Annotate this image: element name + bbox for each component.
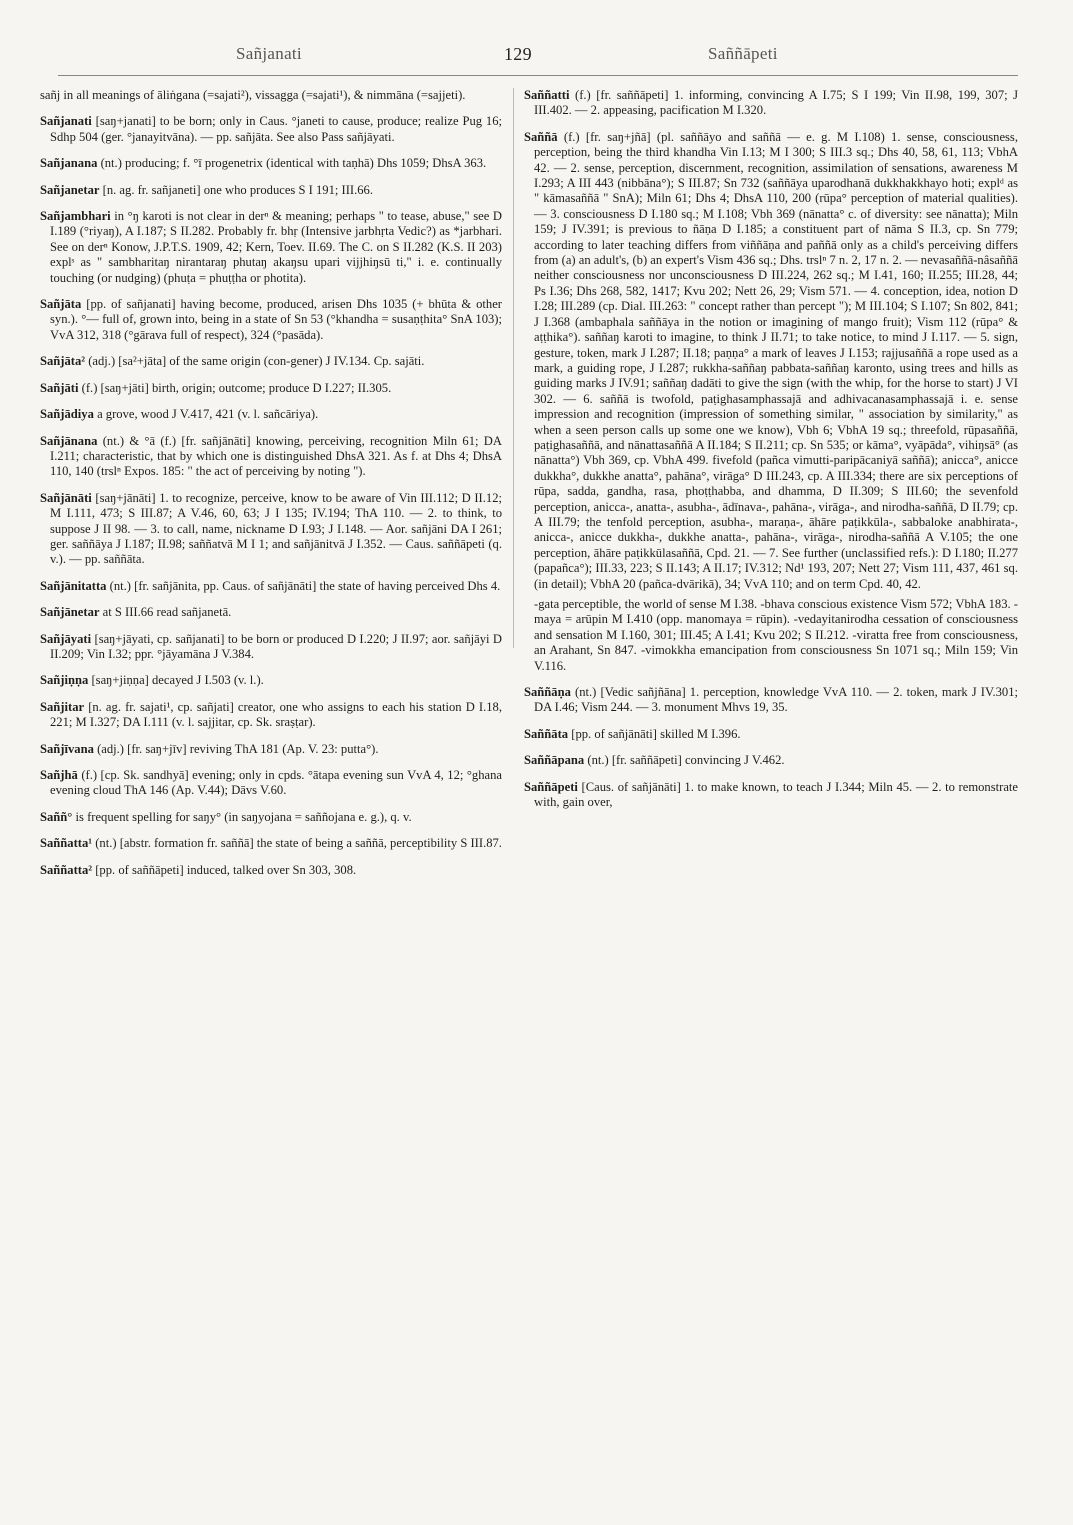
entry-definition: (f.) [fr. saññāpeti] 1. informing, convincing A I.75; S I 199; Vin II.98, 199, 307; J III.402. — 2. appeasing, pacification M I.320. <box>534 88 1018 118</box>
entry-definition: a grove, wood J V.417, 421 (v. l. sañcāriya). <box>97 407 319 422</box>
dictionary-entry <box>40 114 502 145</box>
entry-definition: [saŋ+janati] to be born; only in Caus. °janeti to cause, produce; realize Pug 16; Sdhp 504 (ger. °janayitvāna). — pp. sañjāta. See also Pass sañjāyati. <box>50 114 502 144</box>
entry-definition: (nt.) & °ā (f.) [fr. sañjānāti] knowing, perceiving, recognition Miln 61; DA I.211; characteristic, that by which one is distinguished DhsA 321. As f. at Dhs 4; DhsA 110, 140 (trslⁿ Expos. 185: " the act of perceiving by noting "). <box>50 433 502 479</box>
running-head-right: Saññāpeti <box>708 44 778 63</box>
entry-definition: (adj.) [fr. saŋ+jīv] reviving ThA 181 (Ap. V. 23: putta°). <box>97 741 379 756</box>
left-column <box>40 88 502 889</box>
entry-headword: Sañjānitatta <box>40 578 107 593</box>
entry-headword: Sañjānāti <box>40 490 92 505</box>
dictionary-entry <box>40 156 502 171</box>
dictionary-entry <box>524 130 1018 592</box>
entry-headword: Sañjāta <box>40 297 82 312</box>
entry-headword: Sañjanetar <box>40 182 100 197</box>
header-rule <box>58 75 1018 76</box>
entry-definition: [n. ag. fr. sajati¹, cp. sañjati] creator, one who assigns to each his station D I.18, 221; M I.327; DA I.111 (v. l. sajjitar, cp. Sk. sraṣṭar). <box>50 699 502 730</box>
dictionary-entry <box>40 768 502 799</box>
dictionary-entry <box>40 810 502 825</box>
entry-headword: Sañjādiya <box>40 407 94 422</box>
dictionary-entry <box>524 597 1018 674</box>
entry-definition: at S III.66 read sañjanetā. <box>102 605 232 620</box>
dictionary-entry <box>40 183 502 198</box>
entry-headword: Sañjambhari <box>40 209 111 224</box>
entry-definition: (nt.) [Vedic sañjñāna] 1. perception, knowledge VvA 110. — 2. token, mark J IV.301; DA I.46; Vism 244. — 3. monument Mhvs 19, 35. <box>534 685 1018 715</box>
entry-definition: (nt.) producing; f. °ī progenetrix (identical with taṇhā) Dhs 1059; DhsA 363. <box>100 156 487 171</box>
dictionary-entry <box>40 88 502 103</box>
entry-headword: Saññāta <box>524 726 569 741</box>
dictionary-entry <box>524 88 1018 119</box>
entry-definition: [saŋ+jāyati, cp. sañjanati] to be born or produced D I.220; J II.97; aor. sañjāyi D II.209; Vin I.32; ppr. °jāyamāna J V.384. <box>50 631 502 661</box>
entry-headword: Sañjiṇṇa <box>40 673 89 688</box>
column-divider <box>513 88 514 648</box>
entry-headword: Sañjhā <box>40 768 78 782</box>
entry-headword: Sañjāyati <box>40 631 92 646</box>
entry-definition: (nt.) [fr. saññāpeti] convincing J V.462. <box>587 753 785 768</box>
dictionary-entry <box>40 407 502 422</box>
dictionary-entry <box>40 673 502 688</box>
entry-definition: [pp. of sañjanati] having become, produced, arisen Dhs 1035 (+ bhūta & other syn.). °— full of, grown into, being in a state of Sn 53 (°khandha = susaṇṭhita° SnA 103); VvA 312, 318 (°gārava full of respect), 324 (°pasāda). <box>50 297 502 342</box>
entry-definition: (adj.) [sa²+jāta] of the same origin (con-gener) J IV.134. Cp. sajāti. <box>88 354 425 369</box>
page-body <box>40 88 1030 1508</box>
dictionary-entry <box>40 836 502 851</box>
dictionary-entry <box>40 354 502 369</box>
entry-definition: (f.) [fr. saŋ+jñā] (pl. saññāyo and saññā — e. g. M I.108) 1. sense, consciousness, perception, being the third khandha Vin I.13; M I 300; S III.3 sq.; Dhs 40, 58, 61, 113; VbhA 42. — 2. sense, perception, discernment, recognition, assimilation of sensations, awareness M I.293; A III 443 (nibbāna°); S III.87; Sn 732 (saññāya uparodhanā dukkhakkhayo hoti; explᵈ as " kāmasaññā " SnA); Miln 61; Dhs 4; DhsA 110, 200 (rūpa° perception of material qualities). — 3. consciousness D I.180 sq.; M I.108; Vbh 369 (nānatta° c. of diversity: see nānatta); Miln 159; J IV.391; is previous to ñāṇa D I.185; a constituent part of nāma S II.3, cp. Sn 779; according to later teaching differs from viññāṇa and paññā only as a child's perceiving differs from (a) an adult's, (b) an expert's Vism 436 sq.; Dhs. trslⁿ 7 n. 2, 17 n. 2. — nevasaññā-nâsaññā neither consciousness nor unconsciousness D III.224, 262 sq.; M I.41, 160; II.255; III.28, 44; Ps I.36; Dhs 268, 582, 1417; Kvu 202; Nett 26, 29; Vism 571. — 4. conception, idea, notion D I.28; III.289 (cp. Dial. III.263: " concept rather than percept "); M III.104; S I.107; Sn 802, 841; J I.368 (ambaphala saññāya in the notion or imagining of mango fruit); Vism 112 (rūpa° & aṭṭhika°). saññaŋ karoti to imagine, to think J II.71; to take notice, to mind J I.117. — 5. sign, gesture, token, mark J I.287; II.18; paṇṇa° a mark of leaves J I.153; rajjusaññā a rope used as a mark, a guiding rope, J I.287; rukkha-saññaŋ pabbata-saññaŋ karonto, using trees and hills as guiding marks J IV.91; saññaŋ dadāti to give the sign (with the whip, for the horse to start) J VI 302. — 6. saññā is twofold, paṭighasamphassajā and adhivacanasamphassajā i. e. sense impression and recognition (impression of something similar, " association by similarity," as when a seen person calls up some one we know), Vbh 6; VbhA 19 sq.; threefold, rūpasaññā, paṭighasaññā, and nānattasaññā A II.184; S II.211; cp. Sn 535; or kāma°, vyāpāda°, vihiŋsā° (as nānatta°) Vbh 369, cp. VbhA 499. fivefold (pañca vimutti-paripācaniyā saññā); anicca°, anicce dukkha°, dukkhe anatta°, pahāna°, virāga° D III.243, cp. A III.334; there are six perceptions of rūpa, sadda, gandha, rasa, phoṭṭhabba, and dhamma, D II.309; S III.60; the sevenfold perception, anicca-, anatta-, asubha-, ādīnava-, pahāna-, virāga-, and nirodha-saññā, D II.79; cp. A III.79; the tenfold perception, asubha-, maraṇa-, āhāre paṭikkūla-, sabbaloke anabhirata-, anicca-, anicce dukkha-, dukkhe anatta-, pahāna-, virāga-, nirodha-saññā A V.105; the one perception, āhāre paṭikkūlasaññā, Cpd. 21. — 7. See further (unclassified refs.): D I.180; II.277 (papañca°); III.33, 223; S II.143; A II.17; IV.312; Nd¹ 193, 207; Nett 27; Vism 111, 437, 461 sq. (in detail); VbhA 20 (pañca-dvārikā), 34; VvA 110; and on term Cpd. 40, 42. <box>534 129 1018 591</box>
entry-definition: -gata perceptible, the world of sense M I.38. -bhava conscious existence Vism 572; VbhA 183. -maya = arūpin M I.410 (opp. manomaya = rūpin). -vedayitanirodha cessation of consciousness and sensation M I.160, 301; III.45; A I.41; Kvu 202; S II.212. -viratta free from consciousness, an Arahant, Sn 847. -vimokkha emancipation from consciousness Sn 1071 sq.; Miln 159; Vin V.116. <box>534 597 1018 673</box>
entry-headword: Saññāṇa <box>524 685 571 700</box>
entry-definition: [saŋ+jānāti] 1. to recognize, perceive, know to be aware of Vin III.112; D II.12; M I.111, 473; S III.87; A V.46, 60, 63; J I 135; IV.194; ThA 110. — 2. to think, to suppose J II 98. — 3. to call, name, nickname D I.93; J I.148. — Aor. sañjāni DA I 261; ger. saññāya J I.187; II.98; saññatvā M I 1; and sañjānitvā J I.352. — Caus. saññāpeti (q. v.). — pp. saññāta. <box>50 490 502 567</box>
page-number: 129 <box>504 44 532 64</box>
entry-headword: Saññāpana <box>524 753 585 768</box>
dictionary-entry <box>40 700 502 731</box>
entry-definition: in °ŋ karoti is not clear in derⁿ & meaning; perhaps " to tease, abuse," see D I.189 (°riyaŋ), A I.187; S II.282. Probably fr. bhṛ (Intensive jarbhṛta Vedic?) as *jarbhari. See on derⁿ Konow, J.P.T.S. 1909, 42; Kern, Toev. II.69. The C. on S II.282 (K.S. II 203) explˢ as " sambharitaŋ nirantaraŋ phutaŋ akaŋsu upari vijjhiŋsū ti," i. e. continually touching (or nudging) (phuṭa = phuṭṭha or photita). <box>50 209 502 285</box>
entry-headword: Sañjānetar <box>40 605 100 620</box>
entry-definition: [Caus. of sañjānāti] 1. to make known, to teach J I.344; Miln 45. — 2. to remonstrate with, gain over, <box>534 779 1018 810</box>
dictionary-entry <box>40 434 502 480</box>
entry-headword: Saññāpeti <box>524 779 578 794</box>
entry-headword: Sañjāti <box>40 380 79 395</box>
dictionary-entry <box>40 297 502 343</box>
dictionary-entry <box>40 579 502 594</box>
dictionary-entry <box>40 605 502 620</box>
entry-headword: Sañjānana <box>40 433 98 448</box>
entry-definition: [pp. of sañjānāti] skilled M I.396. <box>571 726 741 741</box>
dictionary-entry <box>40 491 502 568</box>
dictionary-entry <box>40 742 502 757</box>
entry-headword: Sañjitar <box>40 699 85 714</box>
entry-headword: Saññ° <box>40 809 73 824</box>
dictionary-entry <box>40 632 502 663</box>
dictionary-entry <box>524 685 1018 716</box>
running-head <box>60 44 1023 68</box>
entry-definition: [saŋ+jiṇṇa] decayed J I.503 (v. l.). <box>91 673 264 688</box>
entry-headword: Saññā <box>524 129 558 144</box>
dictionary-entry <box>524 780 1018 811</box>
entry-definition: is frequent spelling for saŋy° (in saŋyojana = saññojana e. g.), q. v. <box>75 809 412 824</box>
entry-headword: Sañjāta² <box>40 354 86 369</box>
dictionary-entry <box>524 727 1018 742</box>
entry-headword: Sañjanana <box>40 156 98 171</box>
dictionary-entry <box>524 753 1018 768</box>
entry-definition: (nt.) [abstr. formation fr. saññā] the state of being a saññā, perceptibility S III.87. <box>95 836 502 851</box>
entry-definition: sañj in all meanings of āliṅgana (=sajati²), vissagga (=sajati¹), & nimmāna (=sajjeti). <box>40 88 466 102</box>
running-head-left: Sañjanati <box>236 44 302 63</box>
entry-headword: Saññatta² <box>40 862 93 877</box>
dictionary-entry <box>40 381 502 396</box>
right-column <box>524 88 1018 821</box>
entry-headword: Saññatti <box>524 88 570 102</box>
dictionary-entry <box>40 209 502 286</box>
entry-definition: [pp. of saññāpeti] induced, talked over Sn 303, 308. <box>95 862 357 877</box>
entry-definition: [n. ag. fr. sañjaneti] one who produces S I 191; III.66. <box>102 182 373 197</box>
entry-headword: Sañjīvana <box>40 741 94 756</box>
dictionary-entry <box>40 863 502 878</box>
entry-definition: (f.) [saŋ+jāti] birth, origin; outcome; produce D I.227; II.305. <box>81 380 392 395</box>
entry-definition: (nt.) [fr. sañjānita, pp. Caus. of sañjānāti] the state of having perceived Dhs 4. <box>109 578 501 593</box>
entry-definition: (f.) [cp. Sk. sandhyā] evening; only in cpds. °ātapa evening sun VvA 4, 12; °ghana evening cloud ThA 146 (Ap. V.44); Dāvs V.60. <box>50 768 502 798</box>
entry-headword: Sañjanati <box>40 114 92 129</box>
entry-headword: Saññatta¹ <box>40 836 93 851</box>
